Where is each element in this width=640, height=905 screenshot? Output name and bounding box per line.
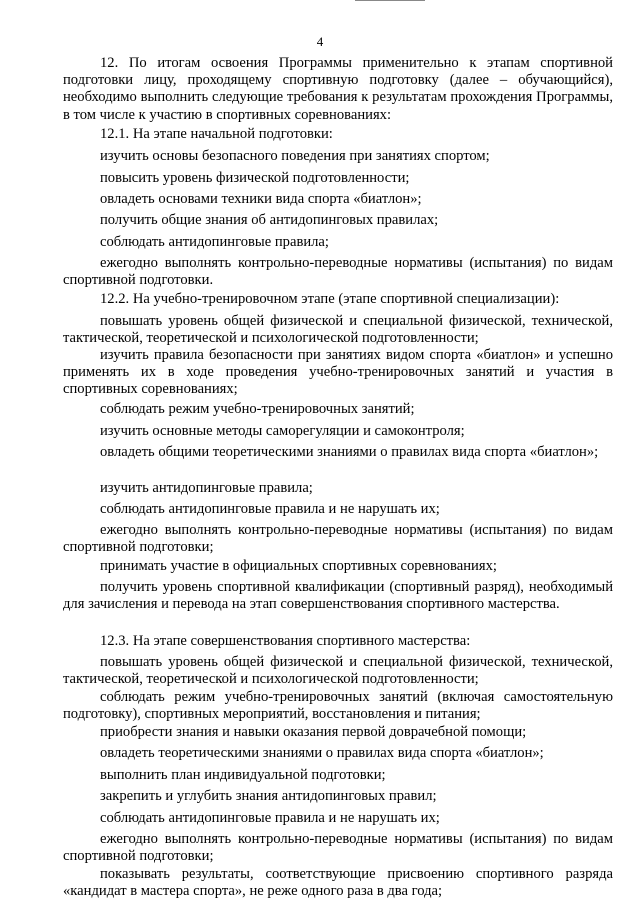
list-item: изучить антидопинговые правила; bbox=[100, 480, 313, 496]
list-item: соблюдать режим учебно-тренировочных занятий (включая самостоятельную подготовку), спортивных мероприятий, восстановления и питания; bbox=[63, 689, 613, 723]
heading-12-1: 12.1. На этапе начальной подготовки: bbox=[100, 126, 333, 142]
list-item: повысить уровень физической подготовленности; bbox=[100, 170, 410, 186]
list-item: соблюдать антидопинговые правила и не нарушать их; bbox=[100, 501, 440, 517]
list-item: изучить основы безопасного поведения при занятиях спортом; bbox=[100, 148, 490, 164]
list-item: получить уровень спортивной квалификации (спортивный разряд), необходимый для зачисления и перевода на этап совершенствования спортивного мастерства. bbox=[63, 579, 613, 613]
list-item: повышать уровень общей физической и специальной физической, технической, тактической, теоретической и психологической подготовленности; bbox=[63, 654, 613, 688]
list-item: овладеть теоретическими знаниями о правилах вида спорта «биатлон»; bbox=[100, 745, 544, 761]
list-item: выполнить план индивидуальной подготовки; bbox=[100, 767, 386, 783]
list-item: ежегодно выполнять контрольно-переводные нормативы (испытания) по видам спортивной подготовки; bbox=[63, 522, 613, 556]
top-edge-rule bbox=[355, 0, 425, 1]
paragraph-12-intro: 12. По итогам освоения Программы применительно к этапам спортивной подготовки лицу, проходящему спортивную подготовку (далее – обучающийся), необходимо выполнить следующие требования к результатам прохождения Программы, в том числе к участию в спортивных соревнованиях: bbox=[63, 55, 613, 123]
list-item: ежегодно выполнять контрольно-переводные нормативы (испытания) по видам спортивной подготовки; bbox=[63, 831, 613, 865]
list-item: изучить правила безопасности при занятиях видом спорта «биатлон» и успешно применять их в ходе проведения учебно-тренировочных занятий и участия в спортивных соревнованиях; bbox=[63, 347, 613, 398]
list-item: принимать участие в официальных спортивных соревнованиях; bbox=[100, 558, 497, 574]
list-item: овладеть основами техники вида спорта «биатлон»; bbox=[100, 191, 422, 207]
list-item: получить общие знания об антидопинговых правилах; bbox=[100, 212, 439, 228]
list-item: изучить основные методы саморегуляции и самоконтроля; bbox=[100, 423, 465, 439]
list-item: соблюдать режим учебно-тренировочных занятий; bbox=[100, 401, 415, 417]
list-item: повышать уровень общей физической и специальной физической, технической, тактической, теоретической и психологической подготовленности; bbox=[63, 313, 613, 347]
list-item: показывать результаты, соответствующие присвоению спортивного разряда «кандидат в мастера спорта», не реже одного раза в два года; bbox=[63, 866, 613, 900]
heading-12-2: 12.2. На учебно-тренировочном этапе (этапе спортивной специализации): bbox=[100, 291, 560, 307]
list-item: соблюдать антидопинговые правила; bbox=[100, 234, 329, 250]
list-item: приобрести знания и навыки оказания первой доврачебной помощи; bbox=[100, 724, 527, 740]
heading-12-3: 12.3. На этапе совершенствования спортивного мастерства: bbox=[100, 633, 471, 649]
list-item: закрепить и углубить знания антидопинговых правил; bbox=[100, 788, 437, 804]
page-number: 4 bbox=[316, 34, 324, 49]
list-item: овладеть общими теоретическими знаниями о правилах вида спорта «биатлон»; bbox=[100, 444, 599, 460]
list-item: соблюдать антидопинговые правила и не нарушать их; bbox=[100, 810, 440, 826]
list-item: ежегодно выполнять контрольно-переводные нормативы (испытания) по видам спортивной подготовки. bbox=[63, 255, 613, 289]
